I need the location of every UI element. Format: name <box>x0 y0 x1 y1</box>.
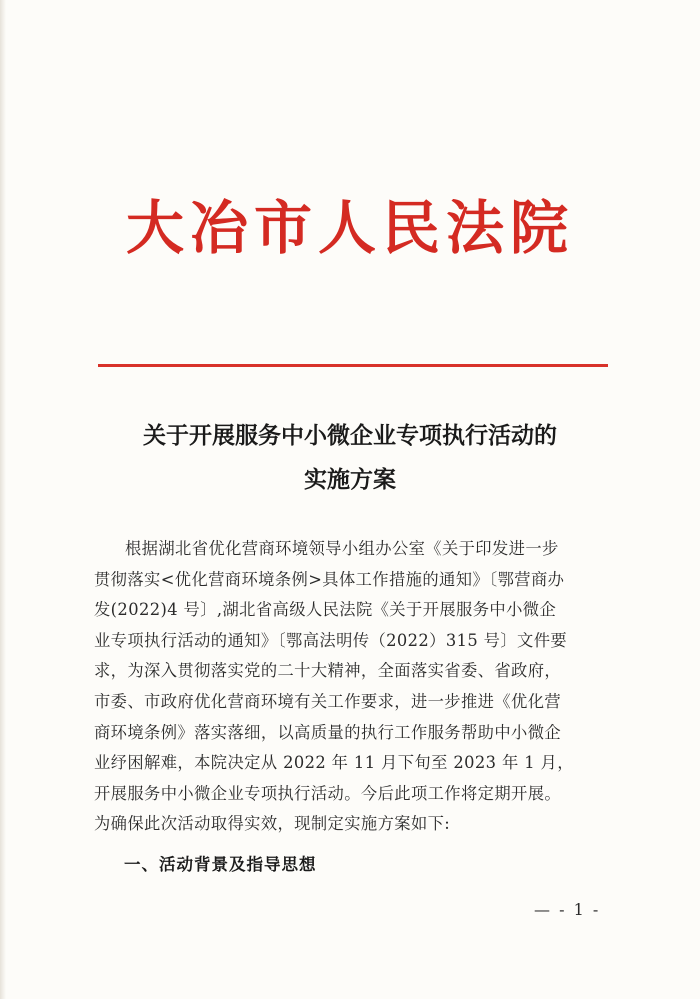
section-heading: 一、活动背景及指导思想 <box>124 855 317 874</box>
body-line: 求，为深入贯彻落实党的二十大精神，全面落实省委、省政府， <box>94 661 562 681</box>
body-line: 为确保此次活动取得实效，现制定实施方案如下: <box>94 814 451 834</box>
body-line: 发(2022)4 号〕,湖北省高级人民法院《关于开展服务中小微企 <box>94 600 557 620</box>
body-line: 业纾困解难，本院决定从 2022 年 11 月下旬至 2023 年 1 月， <box>94 753 574 773</box>
body-line: 开展服务中小微企业专项执行活动。今后此项工作将定期开展。 <box>94 783 562 803</box>
body-paragraph <box>94 534 608 840</box>
page-number: — - 1 - <box>534 900 601 919</box>
document-title <box>0 414 700 502</box>
body-line: 市委、市政府优化营商环境有关工作要求，进一步推进《优化营 <box>94 691 562 711</box>
issuing-organization-name: 大冶市人民法院 <box>125 194 574 262</box>
body-line: 根据湖北省优化营商环境领导小组办公室《关于印发进一步 <box>125 539 559 558</box>
document-title-line-2: 实施方案 <box>304 467 396 493</box>
body-line: 业专项执行活动的通知》〔鄂高法明传（2022）315 号〕文件要 <box>94 630 568 650</box>
red-header-rule <box>98 364 608 367</box>
document-title-line-1: 关于开展服务中小微企业专项执行活动的 <box>143 423 557 449</box>
body-line: 贯彻落实<优化营商环境条例>具体工作措施的通知》〔鄂营商办 <box>94 569 565 589</box>
body-line: 商环境条例》落实落细，以高质量的执行工作服务帮助中小微企 <box>94 722 562 742</box>
